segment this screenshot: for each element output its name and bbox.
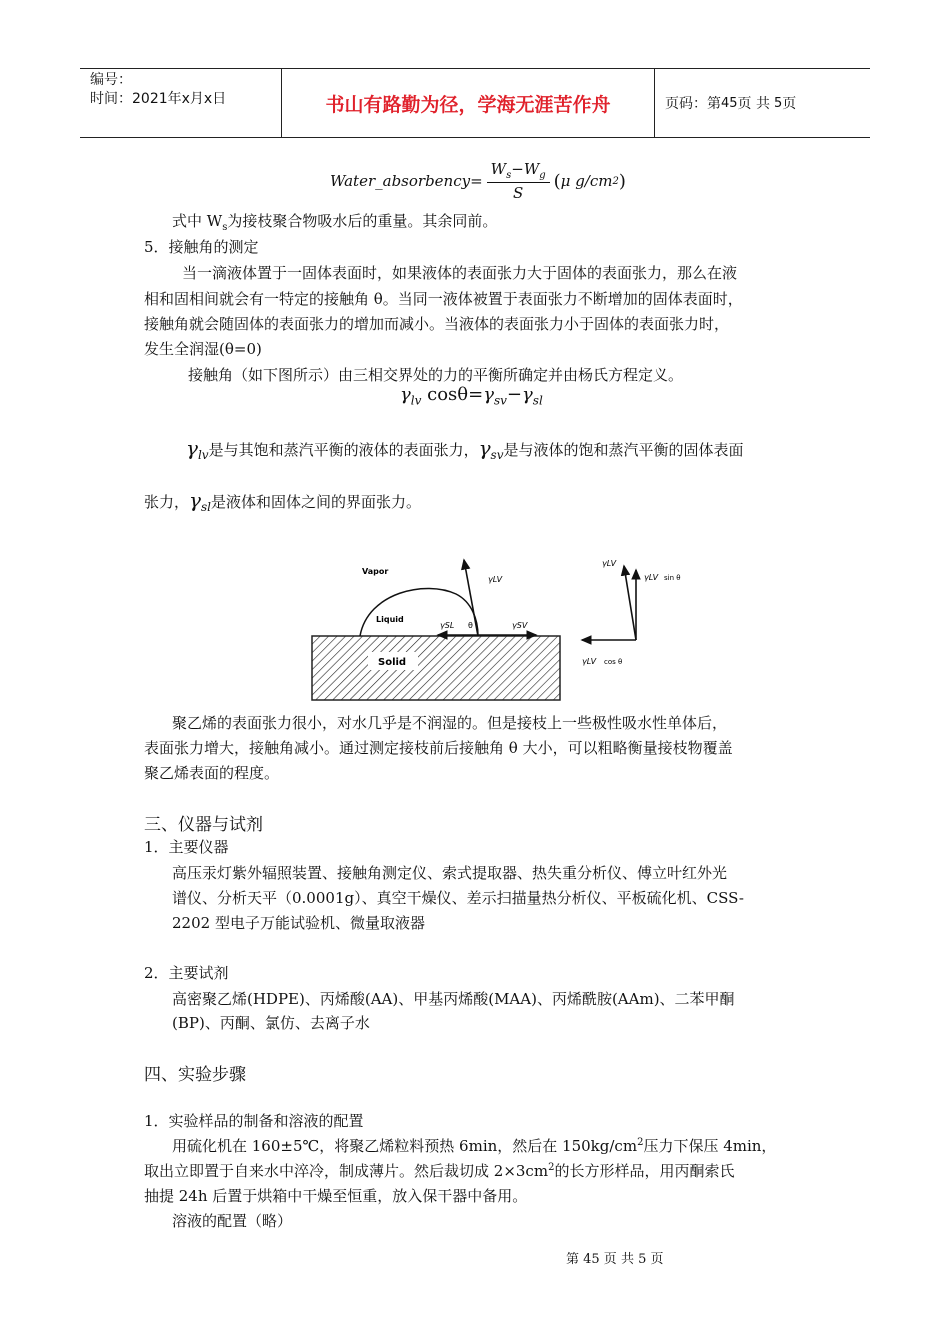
paragraph-line: 取出立即置于自来水中淬冷，制成薄片。然后裁切成 $2\times 3cm^2$的长方形样品，用丙酮索氏 (144, 1162, 735, 1180)
paragraph-line: 谱仪、分析天平（0.0001g）、真空干燥仪、差示扫描量热分析仪、平板硫化机、CSS- (172, 889, 744, 907)
svg-text:θ: θ (468, 621, 473, 630)
gamma-definition-line: 张力，$\gamma_{sl}$是液体和固体之间的界面张力。 (144, 488, 421, 514)
paragraph-line: 表面张力增大，接触角减小。通过测定接枝前后接触角 θ 大小，可以粗略衡量接枝物覆盖 (144, 739, 733, 757)
paragraph-line: 2202 型电子万能试验机、微量取液器 (172, 914, 425, 932)
section-3-heading: 三、仪器与试剂 (144, 815, 263, 835)
solid-substrate (312, 636, 560, 700)
date-label: 时间：2021年x月x日 (90, 91, 227, 107)
paragraph-line: 高密聚乙烯(HDPE)、丙烯酸(AA)、甲基丙烯酸(MAA)、丙烯酰胺(AAm)、二苯甲酮 (172, 990, 735, 1008)
gamma-definition-line: $\gamma_{lv}$是与其饱和蒸汽平衡的液体的表面张力，$\gamma_{sv}$是与液体的饱和蒸汽平衡的固体表面 (186, 436, 744, 462)
liquid-droplet (360, 588, 478, 636)
formula-note: 式中 $W_s$为接枝聚合物吸水后的重量。其余同前。 (172, 212, 498, 233)
paragraph-line: 抽提 24h 后置于烘箱中干燥至恒重，放入保干器中备用。 (144, 1187, 528, 1205)
solid-label: Solid (378, 657, 407, 668)
svg-text:γLV: γLV (488, 575, 503, 584)
section-4-heading: 四、实验步骤 (144, 1065, 246, 1085)
svg-text:sin θ: sin θ (664, 574, 681, 582)
water-absorbency-formula: Water_absorbency = $\frac{W_s-W_g}{S}$ ( μ g/cm 2 ) (330, 160, 626, 202)
resultant-arrow (624, 566, 636, 640)
section-5-title: 5．接触角的测定 (144, 238, 259, 256)
serial-number-label: 编号： (90, 72, 132, 88)
paragraph-line: 用硫化机在 160±5℃，将聚乙烯粒料预热 6min，然后在 $150kg/cm^2$压力下保压 4min， (172, 1137, 777, 1155)
svg-text:γSL: γSL (440, 621, 455, 630)
svg-text:γSV: γSV (512, 621, 528, 630)
paragraph-line: 当一滴液体置于一固体表面时，如果液体的表面张力大于固体的表面张力，那么在液 (182, 264, 738, 282)
contact-angle-figure (306, 548, 706, 708)
paragraph-line: 高压汞灯紫外辐照装置、接触角测定仪、索式提取器、热失重分析仪、傅立叶红外光 (172, 864, 728, 882)
liquid-label: Liquid (376, 615, 404, 624)
fraction: $\frac{W_s-W_g}{S}$ (487, 160, 550, 202)
young-equation: $\gamma_{lv}$ $\cos\theta=\gamma_{sv}-\gamma_{sl}$ (400, 384, 543, 408)
svg-text:γLV: γLV (602, 559, 617, 568)
svg-text:cos θ: cos θ (604, 658, 623, 666)
paragraph-line: 聚乙烯表面的程度。 (144, 764, 280, 782)
paragraph-line: 溶液的配置（略） (172, 1212, 293, 1230)
subsection-title: 1．主要仪器 (144, 838, 229, 856)
header-page-number: 页码：第 45 页 共 5 页 (665, 95, 797, 112)
vapor-label: Vapor (362, 567, 389, 576)
paragraph-line: 发生全润湿(θ=0) (144, 340, 262, 358)
svg-text:γLV: γLV (644, 573, 659, 582)
paragraph-line: 接触角就会随固体的表面张力的增加而减小。当液体的表面张力小于固体的表面张力时， (144, 315, 730, 333)
header-motto: 书山有路勤为径，学海无涯苦作舟 (282, 69, 655, 137)
page-header (80, 68, 870, 138)
paragraph-line: 相和固相间就会有一特定的接触角 θ。当同一液体被置于表面张力不断增加的固体表面时， (144, 290, 743, 308)
paragraph-line: (BP)、丙酮、氯仿、去离子水 (172, 1014, 370, 1032)
svg-text:γLV: γLV (582, 657, 597, 666)
paragraph-line: 接触角（如下图所示）由三相交界处的力的平衡所确定并由杨氏方程定义。 (188, 366, 684, 384)
page-footer: 第 45 页 共 5 页 (566, 1252, 664, 1267)
subsection-title: 2．主要试剂 (144, 964, 229, 982)
paragraph-line: 聚乙烯的表面张力很小，对水几乎是不润湿的。但是接枝上一些极性吸水性单体后， (172, 714, 728, 732)
header-meta-cell (80, 69, 282, 137)
subsection-title: 1．实验样品的制备和溶液的配置 (144, 1112, 364, 1130)
